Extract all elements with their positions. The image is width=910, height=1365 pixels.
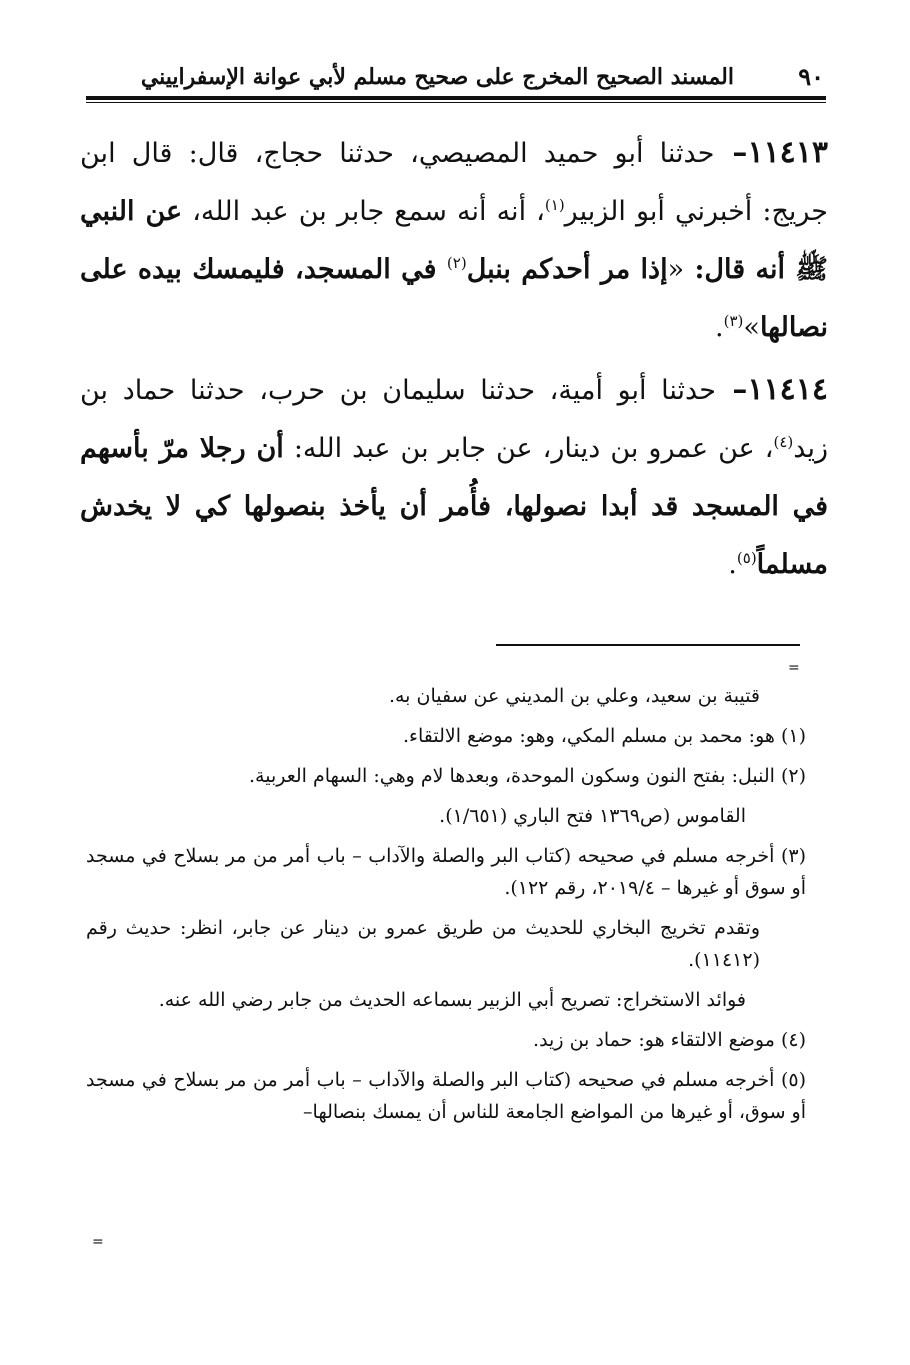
matn-text: في المسجد، فليمسك بيده على نصالها xyxy=(80,254,828,343)
footnote-4: (٤) موضع الالتقاء هو: حماد بن زيد. xyxy=(533,1029,806,1051)
footnote-separator xyxy=(496,644,800,646)
footnote-5: (٥) أخرجه مسلم في صحيحه (كتاب البر والصلة والآداب – باب أمر من مر بسلاح في مسجد أو سوق، أو غيرها من المواضع الجامعة للناس أن يمسك بنصالها– xyxy=(86,1069,806,1123)
matn-text: إذا مر أحدكم بنبل xyxy=(466,254,668,285)
hadith-dash: – xyxy=(715,372,748,407)
quote-close: » xyxy=(743,312,760,343)
main-text xyxy=(80,124,828,598)
isnad-text: حدثنا أبو أمية، حدثنا سليمان بن حرب، حدثنا حماد بن زيد xyxy=(80,375,828,464)
continuation-mark-bottom: = xyxy=(92,1234,104,1250)
hadith-11413 xyxy=(80,124,828,357)
quote-open: « xyxy=(667,254,685,285)
footnote-continuation: قتيبة بن سعيد، وعلي بن المديني عن سفيان به. xyxy=(388,685,760,707)
matn-text: أن رجلا مرّ بأسهم في المسجد قد أبدا نصولها، فأُمر أن يأخذ بنصولها كي لا يخدش مسلماً xyxy=(80,433,828,580)
footnote-2: (٢) النبل: بفتح النون وسكون الموحدة، وبعدها لام وهي: السهام العربية. xyxy=(248,765,806,787)
footnote-ref-4[interactable]: (٤) xyxy=(773,433,794,451)
period: . xyxy=(728,549,737,580)
footnote-2-source: القاموس (ص١٣٦٩ فتح الباري (١/٦٥١). xyxy=(439,805,746,827)
footnote-ref-5[interactable]: (٥) xyxy=(736,549,757,567)
header-rule-thick xyxy=(86,96,826,100)
header-rule-thin xyxy=(86,102,826,103)
footnote-ref-3[interactable]: (٣) xyxy=(723,312,744,330)
footnote-3-note: وتقدم تخريج البخاري للحديث من طريق عمرو بن دينار عن جابر، انظر: حديث رقم (١١٤١٢). xyxy=(86,917,760,971)
isnad-text: حدثنا أبو حميد المصيصي، حدثنا حجاج، قال: قال ابن جريج: أخبرني أبو الزبير xyxy=(80,138,828,227)
running-title: المسند الصحيح المخرج على صحيح مسلم لأبي عوانة الإسفراييني xyxy=(140,64,734,90)
hadith-dash: – xyxy=(714,135,748,170)
isnad-text: ، أنه أنه سمع جابر بن عبد الله، xyxy=(182,196,545,227)
matn-text: عن النبي ﷺ أنه قال: xyxy=(80,196,828,285)
footnote-1: (١) هو: محمد بن مسلم المكي، وهو: موضع الالتقاء. xyxy=(403,725,806,747)
continuation-mark-top: = xyxy=(788,660,800,676)
footnote-ref-1[interactable]: (١) xyxy=(544,196,565,214)
period: . xyxy=(715,312,724,343)
page-header xyxy=(86,58,824,98)
footnote-3-benefit: فوائد الاستخراج: تصريح أبي الزبير بسماعه الحديث من جابر رضي الله عنه. xyxy=(158,989,746,1011)
hadith-number: ١١٤١٤ xyxy=(747,372,828,407)
footnote-ref-2[interactable]: (٢) xyxy=(446,254,467,272)
isnad-text: ، عن عمرو بن دينار، عن جابر بن عبد الله: xyxy=(283,433,774,464)
footnote-3: (٣) أخرجه مسلم في صحيحه (كتاب البر والصلة والآداب – باب أمر من مر بسلاح في مسجد أو سوق أو غيرها – ٢٠١٩/٤، رقم ١٢٢). xyxy=(86,845,806,899)
hadith-number: ١١٤١٣ xyxy=(747,135,829,170)
page-number: ٩٠ xyxy=(798,62,824,91)
footnotes xyxy=(86,680,806,1136)
hadith-11414 xyxy=(80,361,828,594)
